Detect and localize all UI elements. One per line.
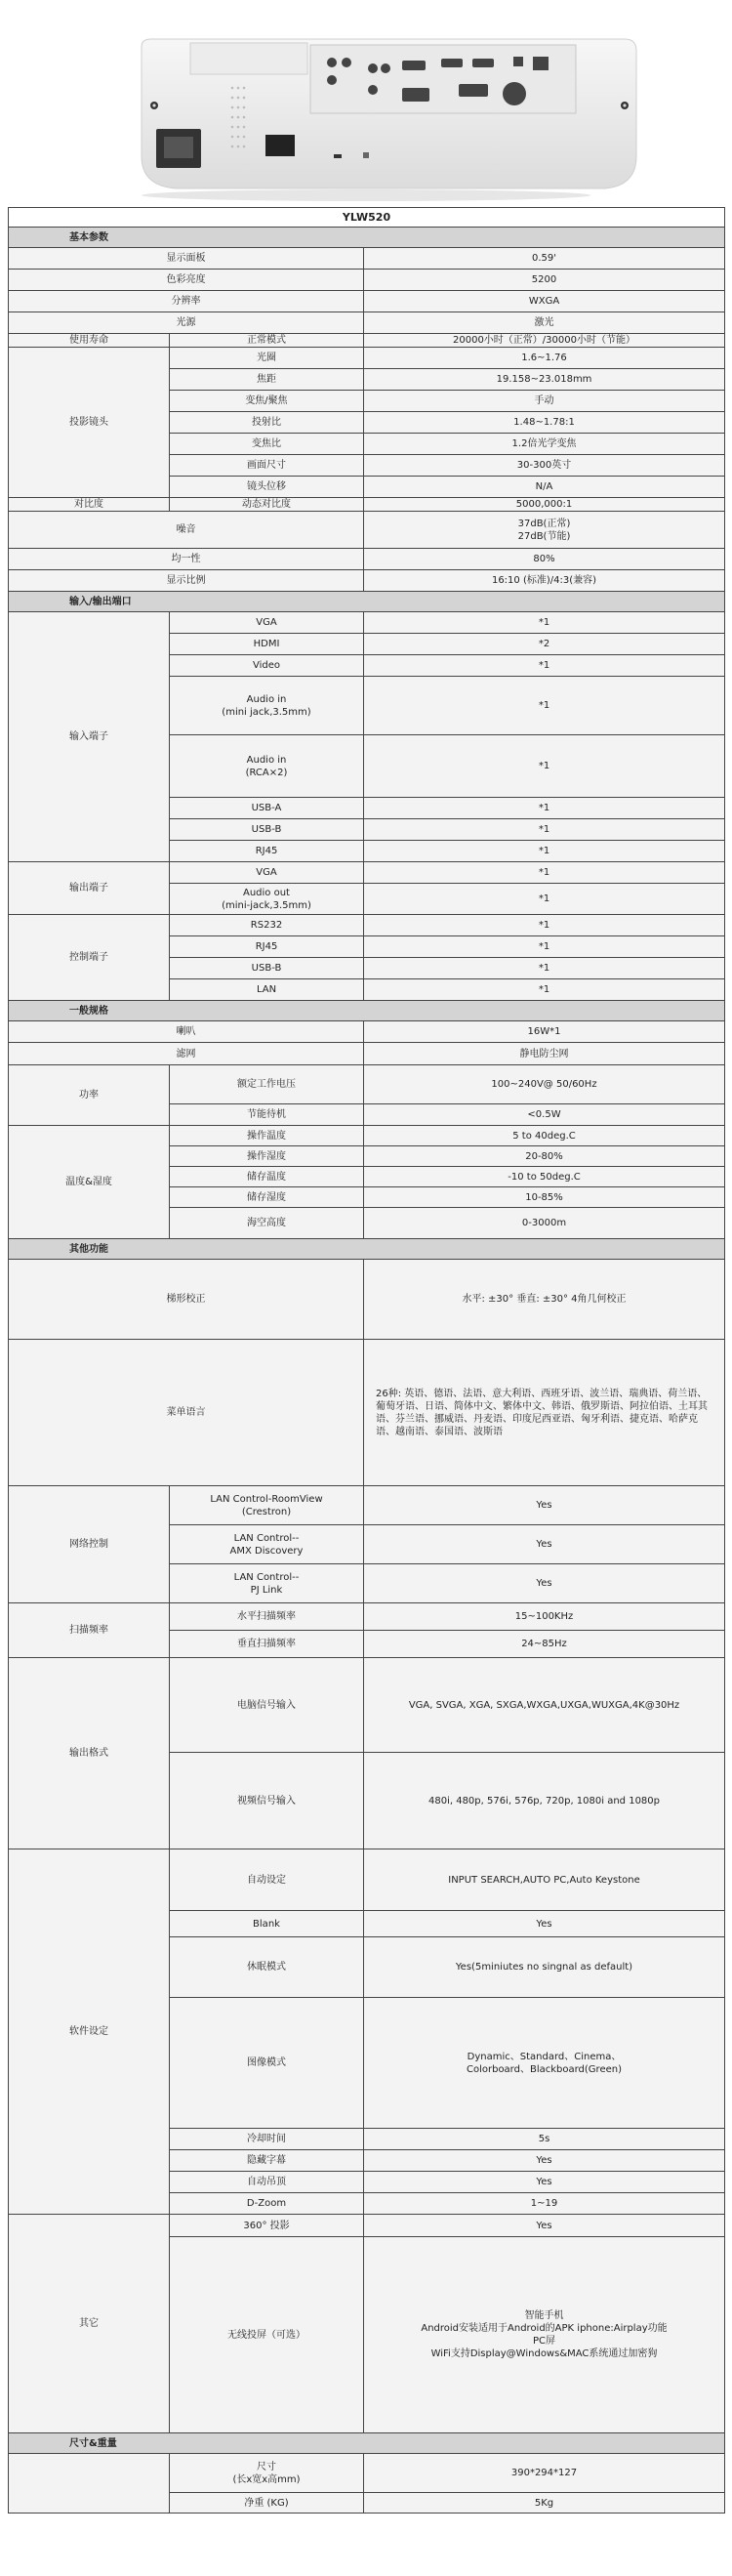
spec-group-label: 输出格式	[9, 1658, 170, 1849]
spec-value: 20-80%	[364, 1146, 725, 1167]
spec-value: 16W*1	[364, 1021, 725, 1043]
spec-label: USB-A	[170, 798, 364, 819]
spec-row	[9, 1043, 725, 1065]
spec-group-label: 输入端子	[9, 612, 170, 862]
spec-label: 显示面板	[9, 248, 364, 270]
spec-value: N/A	[364, 477, 725, 498]
spec-row	[9, 549, 725, 570]
spec-label: LAN Control-RoomView (Crestron)	[170, 1486, 364, 1525]
spec-table-body	[9, 208, 725, 2514]
spec-row	[9, 270, 725, 291]
spec-label: RS232	[170, 915, 364, 936]
section-title: 输入/输出端口	[9, 592, 725, 612]
spec-value: 5000,000:1	[364, 498, 725, 512]
spec-value: 激光	[364, 312, 725, 334]
spec-row	[9, 612, 725, 634]
spec-value: 20000小时（正常）/30000小时（节能）	[364, 334, 725, 348]
spec-value: 5Kg	[364, 2493, 725, 2514]
spec-row	[9, 334, 725, 348]
spec-value: -10 to 50deg.C	[364, 1167, 725, 1187]
spec-value: Yes	[364, 1911, 725, 1937]
spec-label: 图像模式	[170, 1998, 364, 2129]
spec-label: 休眠模式	[170, 1937, 364, 1998]
spec-label: 视频信号输入	[170, 1753, 364, 1849]
spec-value: *1	[364, 735, 725, 798]
spec-row	[9, 915, 725, 936]
spec-group-label: 扫描频率	[9, 1603, 170, 1658]
spec-value: 26种: 英语、德语、法语、意大利语、西班牙语、波兰语、瑞典语、荷兰语、葡萄牙语、日语、简体中文、繁体中文、韩语、俄罗斯语、阿拉伯语、土耳其语、芬兰语、挪威语、丹麦语、印度尼西亚语、匈牙利语、捷克语、哈萨克语、越南语、泰国语、波斯语	[364, 1340, 725, 1486]
spec-label: 冷却时间	[170, 2129, 364, 2150]
spec-value: 80%	[364, 549, 725, 570]
spec-row	[9, 2454, 725, 2493]
spec-row	[9, 1021, 725, 1043]
spec-value: 10-85%	[364, 1187, 725, 1208]
spec-value: *1	[364, 979, 725, 1001]
spec-value: 手动	[364, 391, 725, 412]
spec-label: 噪音	[9, 512, 364, 549]
spec-row	[9, 291, 725, 312]
spec-label: 动态对比度	[170, 498, 364, 512]
spec-value: 390*294*127	[364, 2454, 725, 2493]
spec-row	[9, 1260, 725, 1340]
spec-value: *1	[364, 958, 725, 979]
spec-row	[9, 1849, 725, 1911]
spec-label: VGA	[170, 612, 364, 634]
spec-label: 正常模式	[170, 334, 364, 348]
spec-label: 镜头位移	[170, 477, 364, 498]
spec-row	[9, 1603, 725, 1631]
spec-value: Yes	[364, 1525, 725, 1564]
spec-label: LAN Control-- PJ Link	[170, 1564, 364, 1603]
section-header-row	[9, 1239, 725, 1260]
spec-value: 100~240V@ 50/60Hz	[364, 1065, 725, 1104]
spec-value: Yes	[364, 1486, 725, 1525]
spec-row	[9, 2215, 725, 2237]
title-row	[9, 208, 725, 228]
spec-label: 梯形校正	[9, 1260, 364, 1340]
spec-label: Video	[170, 655, 364, 677]
spec-label: 操作温度	[170, 1126, 364, 1146]
section-title: 尺寸&重量	[9, 2433, 725, 2454]
spec-label: 菜单语言	[9, 1340, 364, 1486]
spec-value: Yes	[364, 1564, 725, 1603]
spec-label: Blank	[170, 1911, 364, 1937]
spec-value: 480i, 480p, 576i, 576p, 720p, 1080i and 1080p	[364, 1753, 725, 1849]
spec-value: 静电防尘网	[364, 1043, 725, 1065]
section-title: 一般规格	[9, 1001, 725, 1021]
spec-group-label: 温度&湿度	[9, 1126, 170, 1239]
spec-value: 19.158~23.018mm	[364, 369, 725, 391]
spec-label: 隐藏字幕	[170, 2150, 364, 2172]
spec-value: VGA, SVGA, XGA, SXGA,WXGA,UXGA,WUXGA,4K@30Hz	[364, 1658, 725, 1753]
spec-value: *1	[364, 915, 725, 936]
spec-label: 储存温度	[170, 1167, 364, 1187]
spec-label: D-Zoom	[170, 2193, 364, 2215]
spec-value: 0-3000m	[364, 1208, 725, 1239]
spec-label: 无线投屏（可选）	[170, 2237, 364, 2433]
spec-value: *1	[364, 862, 725, 884]
spec-group-label: 对比度	[9, 498, 170, 512]
spec-label: 额定工作电压	[170, 1065, 364, 1104]
projector-rear-illustration	[0, 0, 732, 207]
spec-value: INPUT SEARCH,AUTO PC,Auto Keystone	[364, 1849, 725, 1911]
spec-label: 焦距	[170, 369, 364, 391]
spec-label: Audio in (RCA×2)	[170, 735, 364, 798]
spec-value: 15~100KHz	[364, 1603, 725, 1631]
spec-value: *1	[364, 798, 725, 819]
spec-value: 水平: ±30° 垂直: ±30° 4角几何校正	[364, 1260, 725, 1340]
spec-value: 5 to 40deg.C	[364, 1126, 725, 1146]
spec-row	[9, 498, 725, 512]
spec-label: 自动设定	[170, 1849, 364, 1911]
spec-value: 1.2倍光学变焦	[364, 434, 725, 455]
spec-label: USB-B	[170, 958, 364, 979]
spec-label: 投射比	[170, 412, 364, 434]
spec-value: Yes	[364, 2172, 725, 2193]
spec-label: Audio in (mini jack,3.5mm)	[170, 677, 364, 735]
spec-row	[9, 248, 725, 270]
spec-label: 显示比例	[9, 570, 364, 592]
spec-label: USB-B	[170, 819, 364, 841]
spec-label: LAN Control-- AMX Discovery	[170, 1525, 364, 1564]
spec-label: 水平扫描频率	[170, 1603, 364, 1631]
spec-value: WXGA	[364, 291, 725, 312]
spec-group-label: 投影镜头	[9, 348, 170, 498]
spec-label: 自动吊顶	[170, 2172, 364, 2193]
spec-value: 智能手机 Android安装适用于Android的APK iphone:Airplay功能 PC屏 WiFi支持Display@Windows&MAC系统通过加密狗	[364, 2237, 725, 2433]
spec-label: VGA	[170, 862, 364, 884]
section-header-row	[9, 2433, 725, 2454]
spec-value: Dynamic、Standard、Cinema、 Colorboard、Blackboard(Green)	[364, 1998, 725, 2129]
spec-label: 光圈	[170, 348, 364, 369]
spec-row	[9, 312, 725, 334]
spec-group-label: 功率	[9, 1065, 170, 1126]
spec-value: Yes	[364, 2150, 725, 2172]
spec-row	[9, 348, 725, 369]
spec-value: Yes	[364, 2215, 725, 2237]
spec-table	[8, 207, 725, 2514]
spec-label: 变焦比	[170, 434, 364, 455]
section-title: 基本参数	[9, 228, 725, 248]
spec-label: 色彩亮度	[9, 270, 364, 291]
spec-row	[9, 512, 725, 549]
spec-value: 24~85Hz	[364, 1631, 725, 1658]
spec-value: 1.48~1.78:1	[364, 412, 725, 434]
spec-row	[9, 1065, 725, 1104]
spec-label: 分辨率	[9, 291, 364, 312]
section-header-row	[9, 592, 725, 612]
spec-group-label: 使用寿命	[9, 334, 170, 348]
spec-value: 1.6~1.76	[364, 348, 725, 369]
spec-label: 均一性	[9, 549, 364, 570]
product-image	[0, 0, 732, 207]
spec-value: 37dB(正常) 27dB(节能)	[364, 512, 725, 549]
spec-label: 画面尺寸	[170, 455, 364, 477]
spec-value: 16:10 (标准)/4:3(兼容)	[364, 570, 725, 592]
spec-label: 海空高度	[170, 1208, 364, 1239]
spec-group-label: 网络控制	[9, 1486, 170, 1603]
spec-row	[9, 1658, 725, 1753]
spec-row	[9, 1126, 725, 1146]
section-title: 其他功能	[9, 1239, 725, 1260]
spec-label: RJ45	[170, 841, 364, 862]
spec-label: 变焦/聚焦	[170, 391, 364, 412]
spec-value: 5s	[364, 2129, 725, 2150]
spec-label: 尺寸 (长x宽x高mm)	[170, 2454, 364, 2493]
spec-value: 30-300英寸	[364, 455, 725, 477]
spec-group-label	[9, 2454, 170, 2514]
spec-value: *1	[364, 612, 725, 634]
spec-value: 1~19	[364, 2193, 725, 2215]
spec-row	[9, 570, 725, 592]
spec-value: <0.5W	[364, 1104, 725, 1126]
spec-value: *1	[364, 936, 725, 958]
spec-label: LAN	[170, 979, 364, 1001]
spec-label: 储存湿度	[170, 1187, 364, 1208]
spec-group-label: 软件设定	[9, 1849, 170, 2215]
spec-value: *1	[364, 819, 725, 841]
spec-label: 光源	[9, 312, 364, 334]
spec-label: 360° 投影	[170, 2215, 364, 2237]
spec-value: *1	[364, 841, 725, 862]
spec-label: RJ45	[170, 936, 364, 958]
spec-label: HDMI	[170, 634, 364, 655]
spec-value: *1	[364, 677, 725, 735]
spec-label: 喇叭	[9, 1021, 364, 1043]
spec-value: Yes(5miniutes no singnal as default)	[364, 1937, 725, 1998]
spec-row	[9, 862, 725, 884]
spec-value: *2	[364, 634, 725, 655]
spec-row	[9, 1486, 725, 1525]
spec-group-label: 控制端子	[9, 915, 170, 1001]
spec-row	[9, 1340, 725, 1486]
spec-value: 0.59'	[364, 248, 725, 270]
spec-label: 滤网	[9, 1043, 364, 1065]
spec-group-label: 输出端子	[9, 862, 170, 915]
section-header-row	[9, 228, 725, 248]
spec-label: 节能待机	[170, 1104, 364, 1126]
spec-label: 垂直扫描频率	[170, 1631, 364, 1658]
spec-group-label: 其它	[9, 2215, 170, 2433]
section-header-row	[9, 1001, 725, 1021]
spec-value: 5200	[364, 270, 725, 291]
spec-label: 操作湿度	[170, 1146, 364, 1167]
spec-value: *1	[364, 655, 725, 677]
spec-value: *1	[364, 884, 725, 915]
spec-label: 电脑信号输入	[170, 1658, 364, 1753]
spec-label: 净重 (KG)	[170, 2493, 364, 2514]
model-title: YLW520	[9, 208, 725, 228]
spec-label: Audio out (mini-jack,3.5mm)	[170, 884, 364, 915]
